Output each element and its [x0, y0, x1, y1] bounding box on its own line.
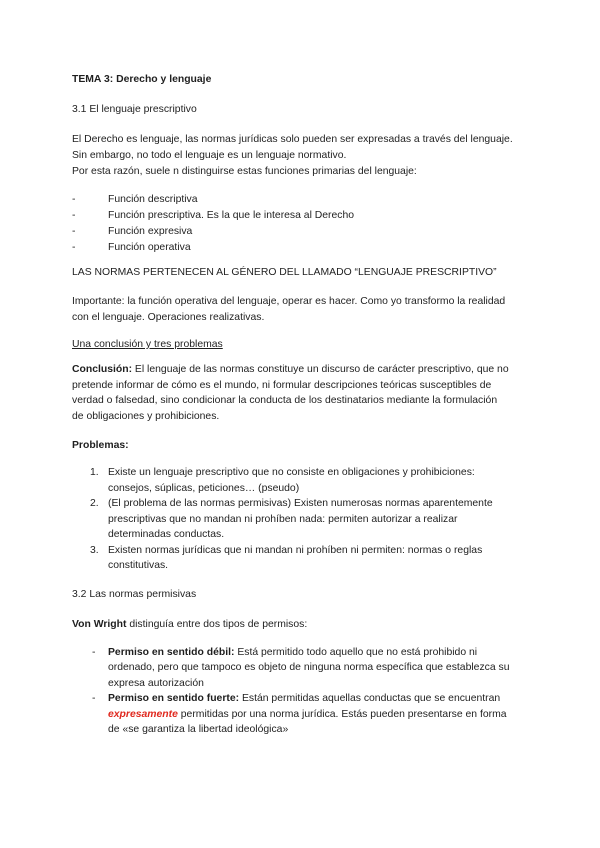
list-marker: -	[92, 693, 96, 705]
problems-list	[72, 465, 532, 574]
subheading-conclusion-problems: Una conclusión y tres problemas	[72, 339, 223, 350]
list-number: 3.	[90, 544, 99, 556]
section-heading-3-1: 3.1 El lenguaje prescriptivo	[72, 104, 197, 115]
conclusion-paragraph: Conclusión: El lenguaje de las normas constituye un discurso de carácter prescriptivo, que no pretende informar de cómo es el mundo, ni formular descripciones teóricas susceptibles de verdad o falsedad, sino condicionar la conducta de los destinatarios mediante la formulación de obligaciones y prohibiciones.	[72, 364, 509, 422]
importante-paragraph: Importante: la función operativa del lenguaje, operar es hacer. Como yo transformo la realidad con el lenguaje. Operaciones realizativas.	[72, 296, 506, 323]
list-item: - Función descriptiva	[72, 192, 532, 208]
permits-list	[72, 645, 532, 738]
vonwright-label: Von Wright	[72, 618, 127, 630]
list-item: - Función expresiva	[72, 224, 532, 240]
doc-title: TEMA 3: Derecho y lenguaje	[72, 74, 212, 85]
list-item: 1. Existe un lenguaje prescriptivo que no consiste en obligaciones y prohibiciones: consejos, súplicas, peticiones… (pseudo)	[90, 467, 475, 494]
vonwright-paragraph: Von Wright distinguía entre dos tipos de permisos:	[72, 618, 308, 630]
list-marker: -	[72, 226, 76, 237]
list-item: - Permiso en sentido débil: Está permitido todo aquello que no está prohibido ni ordenado, pero que tampoco es objeto de ninguna norma específica que establezca su expresa autorización	[92, 646, 510, 689]
conclusion-label: Conclusión:	[72, 364, 133, 375]
list-number: 1.	[90, 467, 99, 479]
intro-line: Por esta razón, suele n distinguirse estas funciones primarias del lenguaje:	[72, 166, 417, 177]
list-marker: -	[72, 194, 76, 205]
intro-line: Sin embargo, no todo el lenguaje es un lenguaje normativo.	[72, 150, 347, 161]
problems-label: Problemas:	[72, 440, 129, 452]
emphasis-expresamente: expresamente	[108, 708, 178, 720]
list-item: 2. (El problema de las normas permisivas) Existen numerosas normas aparentemente prescriptivas que no mandan ni prohíben nada: permiten autorizar a realizar determinadas conductas.	[90, 498, 493, 541]
list-marker: -	[92, 646, 96, 658]
functions-list	[72, 192, 532, 256]
list-marker: -	[72, 242, 76, 253]
list-item: - Función prescriptiva. Es la que le interesa al Derecho	[72, 208, 532, 224]
document-page	[72, 72, 532, 738]
permiso-debil-label: Permiso en sentido débil:	[108, 646, 235, 658]
list-item: - Función operativa	[72, 240, 532, 256]
intro-paragraph	[72, 132, 532, 180]
list-item: 3. Existen normas jurídicas que ni mandan ni prohíben ni permiten: normas o reglas constitutivas.	[90, 544, 483, 572]
list-number: 2.	[90, 498, 99, 510]
list-item: - Permiso en sentido fuerte: Están permitidas aquellas conductas que se encuentran expresamente permitidas por una norma jurídica. Estás pueden presentarse en forma de «se garantiza la libertad ideológica»	[92, 693, 507, 736]
list-marker: -	[72, 210, 76, 221]
intro-line: El Derecho es lenguaje, las normas jurídicas solo pueden ser expresadas a través del lenguaje.	[72, 134, 513, 145]
section-heading-3-2: 3.2 Las normas permisivas	[72, 588, 197, 600]
permiso-fuerte-label: Permiso en sentido fuerte:	[108, 693, 240, 705]
caps-statement: LAS NORMAS PERTENECEN AL GÉNERO DEL LLAMADO “LENGUAJE PRESCRIPTIVO”	[72, 267, 497, 278]
